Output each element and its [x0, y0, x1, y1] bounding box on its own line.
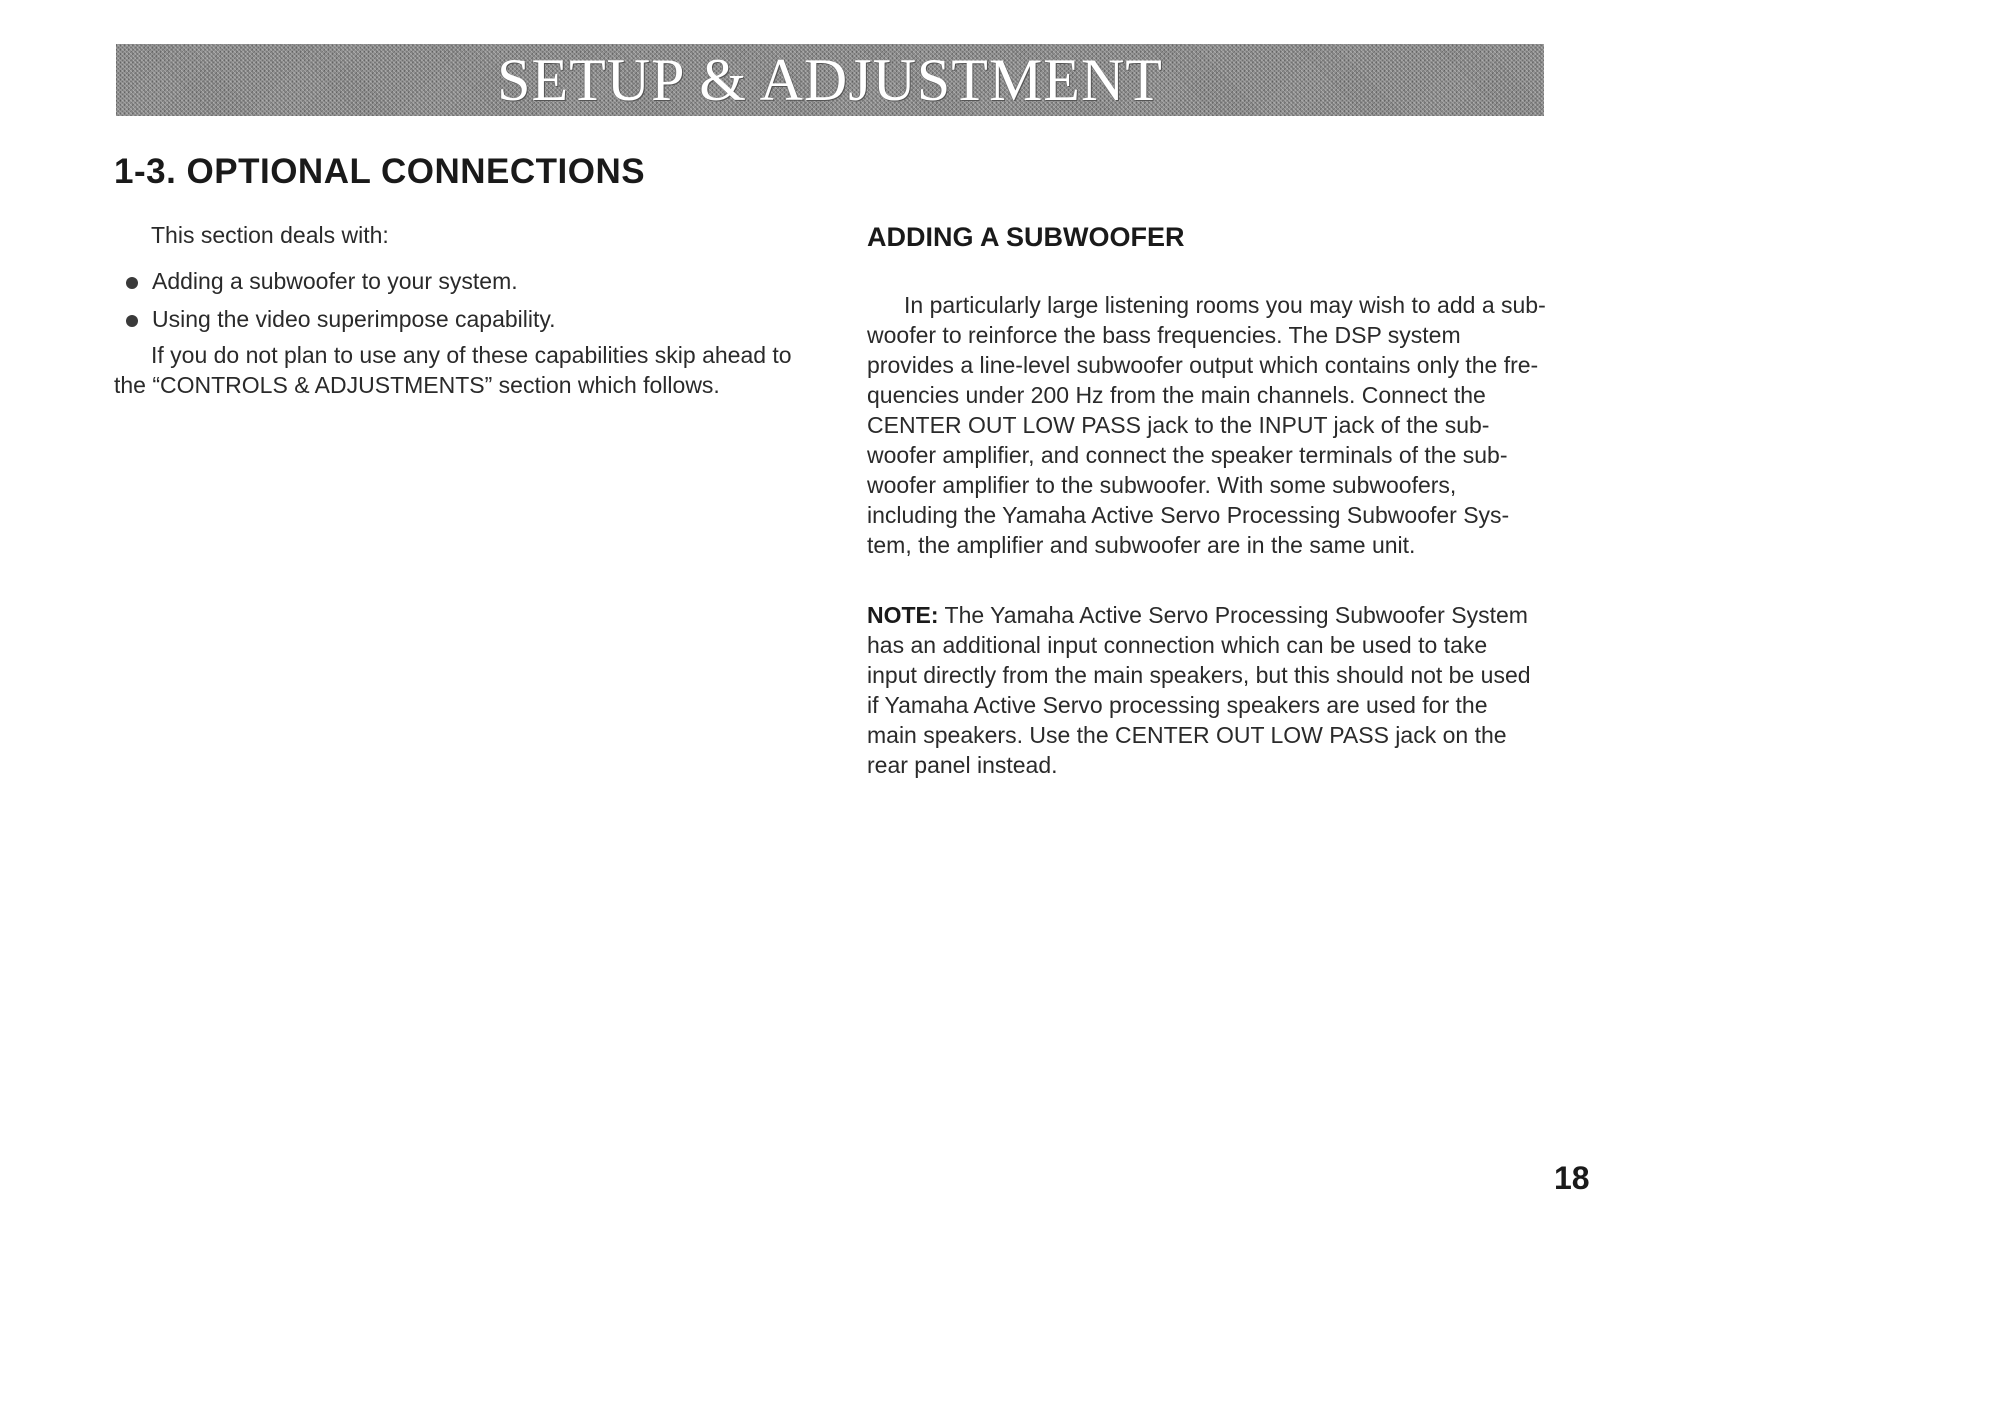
- list-item: [114, 266, 556, 304]
- bullet-list: [114, 266, 556, 342]
- section-title: 1-3. OPTIONAL CONNECTIONS: [114, 152, 646, 191]
- paragraph-line: woofer to reinforce the bass frequencies. The DSP system: [867, 322, 1461, 348]
- subwoofer-heading: ADDING A SUBWOOFER: [867, 222, 1185, 252]
- paragraph-line: woofer amplifier to the subwoofer. With some subwoofers,: [867, 472, 1457, 498]
- list-item-text: Using the video superimpose capability.: [152, 306, 556, 332]
- note-line: if Yamaha Active Servo processing speakers are used for the: [867, 692, 1488, 718]
- note-first-line: [867, 600, 1567, 630]
- paragraph-line: including the Yamaha Active Servo Processing Subwoofer Sys-: [867, 502, 1510, 528]
- skip-ahead-paragraph: If you do not plan to use any of these capabilities skip ahead to the “CONTROLS & ADJUSTMENTS” section which follows.: [114, 342, 792, 398]
- paragraph-line: quencies under 200 Hz from the main channels. Connect the: [867, 382, 1486, 408]
- section-banner: [116, 44, 1544, 116]
- bullet-icon: [126, 277, 138, 289]
- bullet-icon: [126, 315, 138, 327]
- note-line: main speakers. Use the CENTER OUT LOW PASS jack on the: [867, 722, 1507, 748]
- note-line-text: The Yamaha Active Servo Processing Subwoofer System: [938, 602, 1528, 628]
- list-item-text: Adding a subwoofer to your system.: [152, 268, 518, 294]
- note-line: input directly from the main speakers, but this should not be used: [867, 662, 1531, 688]
- paragraph-line: In particularly large listening rooms you may wish to add a sub-: [904, 292, 1546, 318]
- note-line: has an additional input connection which can be used to take: [867, 632, 1488, 658]
- paragraph-line: CENTER OUT LOW PASS jack to the INPUT jack of the sub-: [867, 412, 1490, 438]
- subwoofer-paragraph: [867, 290, 1567, 560]
- banner-title: SETUP & ADJUSTMENT: [497, 47, 1163, 113]
- paragraph-line: provides a line-level subwoofer output which contains only the fre-: [867, 352, 1539, 378]
- note-paragraph: [867, 600, 1567, 780]
- paragraph-line: woofer amplifier, and connect the speaker terminals of the sub-: [867, 442, 1508, 468]
- page-number: 18: [1554, 1160, 1590, 1196]
- note-label: NOTE:: [867, 602, 939, 628]
- list-item: [114, 304, 556, 342]
- intro-text: This section deals with:: [151, 222, 389, 248]
- paragraph-line: tem, the amplifier and subwoofer are in the same unit.: [867, 532, 1416, 558]
- note-line: rear panel instead.: [867, 752, 1058, 778]
